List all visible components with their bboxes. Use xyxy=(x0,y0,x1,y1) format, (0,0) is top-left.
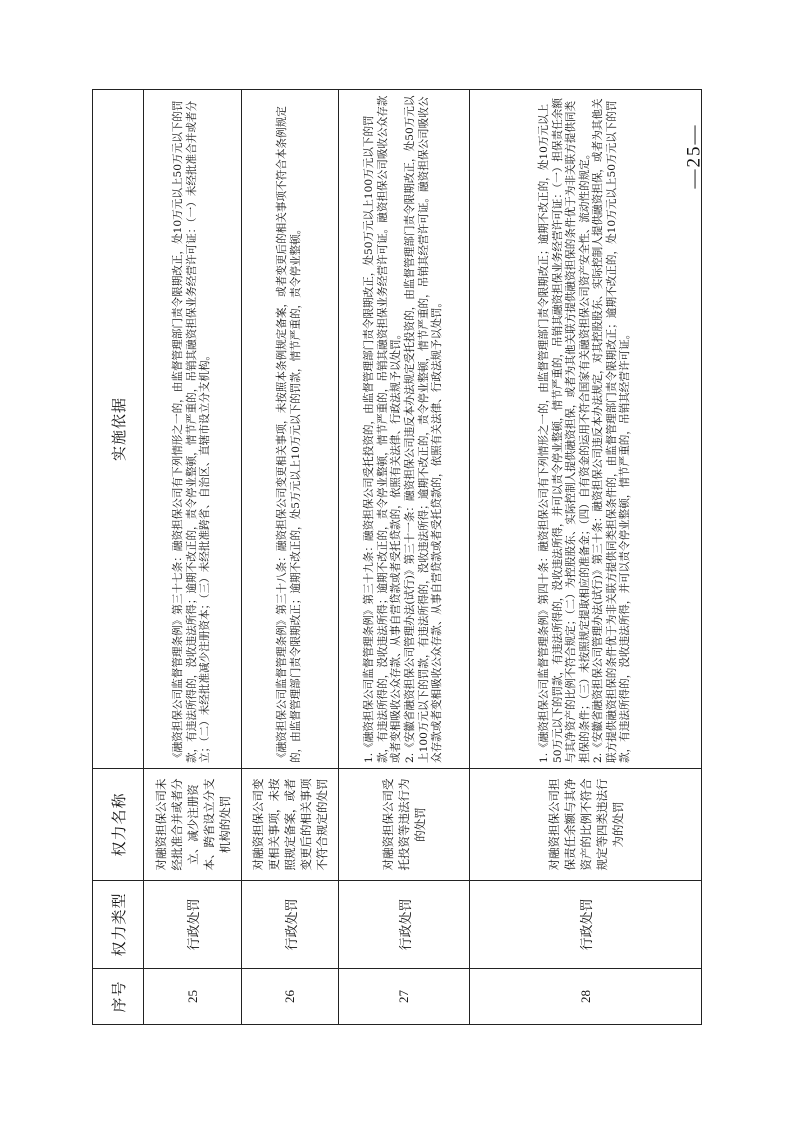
page-number-text: —25— xyxy=(683,123,704,189)
basis-paragraph: 1.《融资担保公司监督管理条例》第四十条：融资担保公司有下列情形之一的，由监督管理部门责令限期改正；逾期不改正的，处10万元以上50万元以下的罚款，有违法所得的，没收违法所得，并可以责令停业整顿，情节严重的，吊销其融资担保业务经营许可证：（一）担保责任余额与其净资产的比例不符合规定；（二）为控股股东、实际控制人提供融资担保，或者为其他关联方提供融资担保的条件优于为非关联方提供同类担保的条件；（三）未按照规定提取相应的准备金；（四）自有资金的运用不符合国家有关融资担保公司资产安全性、流动性的规定。 xyxy=(537,98,591,763)
row-type: 行政处罚 xyxy=(144,881,242,969)
table-header-row xyxy=(93,90,144,1025)
row-type: 行政处罚 xyxy=(339,881,470,969)
row-type: 行政处罚 xyxy=(242,881,339,969)
header-type: 权力类型 xyxy=(93,881,144,969)
rotated-table-container xyxy=(92,90,695,1025)
header-no: 序号 xyxy=(93,969,144,1025)
basis-paragraph: 《融资担保公司监督管理条例》第三十八条：融资担保公司变更相关事项，未按照本条例规定备案，或者变更后的相关事项不符合本条例规定的，由监督管理部门责令限期改正；逾期不改正的，处5万元以上10万元以下的罚款，情节严重的，责令停业整顿。 xyxy=(276,106,302,763)
row-name: 对融资担保公司未经批准合并或者分立、减少注册资本、跨省设立分支机构的处罚 xyxy=(144,769,242,881)
power-list-table xyxy=(92,89,702,1025)
header-basis: 实施依据 xyxy=(93,90,144,769)
table-row xyxy=(339,90,470,1025)
row-no: 28 xyxy=(470,969,702,1025)
row-no: 26 xyxy=(242,969,339,1025)
row-no: 25 xyxy=(144,969,242,1025)
row-basis xyxy=(242,90,339,769)
header-name: 权力名称 xyxy=(93,769,144,881)
basis-paragraph: 1.《融资担保公司监督管理条例》第三十九条：融资担保公司受托投资的，由监督管理部门责令限期改正，处50万元以上100万元以下的罚款，有违法所得的，没收违法所得；逾期不改正的，责令停业整顿，情节严重的，吊销其融资担保业务经营许可证。融资担保公司吸收公众存款或者变相吸收公众存款、从事自营贷款或者受托贷款的，依照有关法律、行政法规予以处罚。 xyxy=(363,95,403,763)
row-name: 对融资担保公司受托投资等违法行为的处罚 xyxy=(339,769,470,881)
page-number xyxy=(679,96,709,216)
row-name: 对融资担保公司担保责任余额与其净资产的比例不符合规定等四类违法行为的处罚 xyxy=(470,769,702,881)
row-basis xyxy=(470,90,702,769)
basis-paragraph: 2.《安徽省融资担保公司管理办法(试行)》第三十一条：融资担保公司违反本办法规定受托投资的，由监督管理部门责令限期改正，处50万元以上100万元以下的罚款，有违法所得的，没收违法所得；逾期不改正的，责令停业整顿，情节严重的，吊销其经营许可证。融资担保公司吸收公众存款或者变相吸收公众存款、从事自营贷款或者受托贷款的，依照有关法律、行政法规予以处罚。 xyxy=(404,95,444,763)
basis-paragraph: 2.《安徽省融资担保公司管理办法(试行)》第三十条：融资担保公司违反本办法规定，对其控股股东、实际控制人提供融资担保，或者为其他关联方提供融资担保的条件优于为非关联方提供同类担保条件的，由监督管理部门责令限期改正；逾期不改正的，处10万元以上50万元以下的罚款，有违法所得的，没收违法所得，并可以责令停业整顿，情节严重的，吊销其经营许可证。 xyxy=(592,98,632,763)
row-no: 27 xyxy=(339,969,470,1025)
row-type: 行政处罚 xyxy=(470,881,702,969)
row-basis xyxy=(339,90,470,769)
row-basis xyxy=(144,90,242,769)
table-row xyxy=(470,90,702,1025)
row-name: 对融资担保公司变更相关事项，未按照规定备案，或者变更后的相关事项不符合规定的处罚 xyxy=(242,769,339,881)
basis-paragraph: 《融资担保公司监督管理条例》第三十七条：融资担保公司有下列情形之一的，由监督管理部门责令限期改正，处10万元以上50万元以下的罚款，有违法所得的，没收违法所得；逾期不改正的，责令停业整顿，情节严重的，吊销其融资担保业务经营许可证：（一）未经批准合并或者分立；（二）未经批准减少注册资本；（三）未经批准跨省、自治区、直辖市设立分支机构。 xyxy=(172,100,212,763)
table-row xyxy=(242,90,339,1025)
table-row xyxy=(144,90,242,1025)
